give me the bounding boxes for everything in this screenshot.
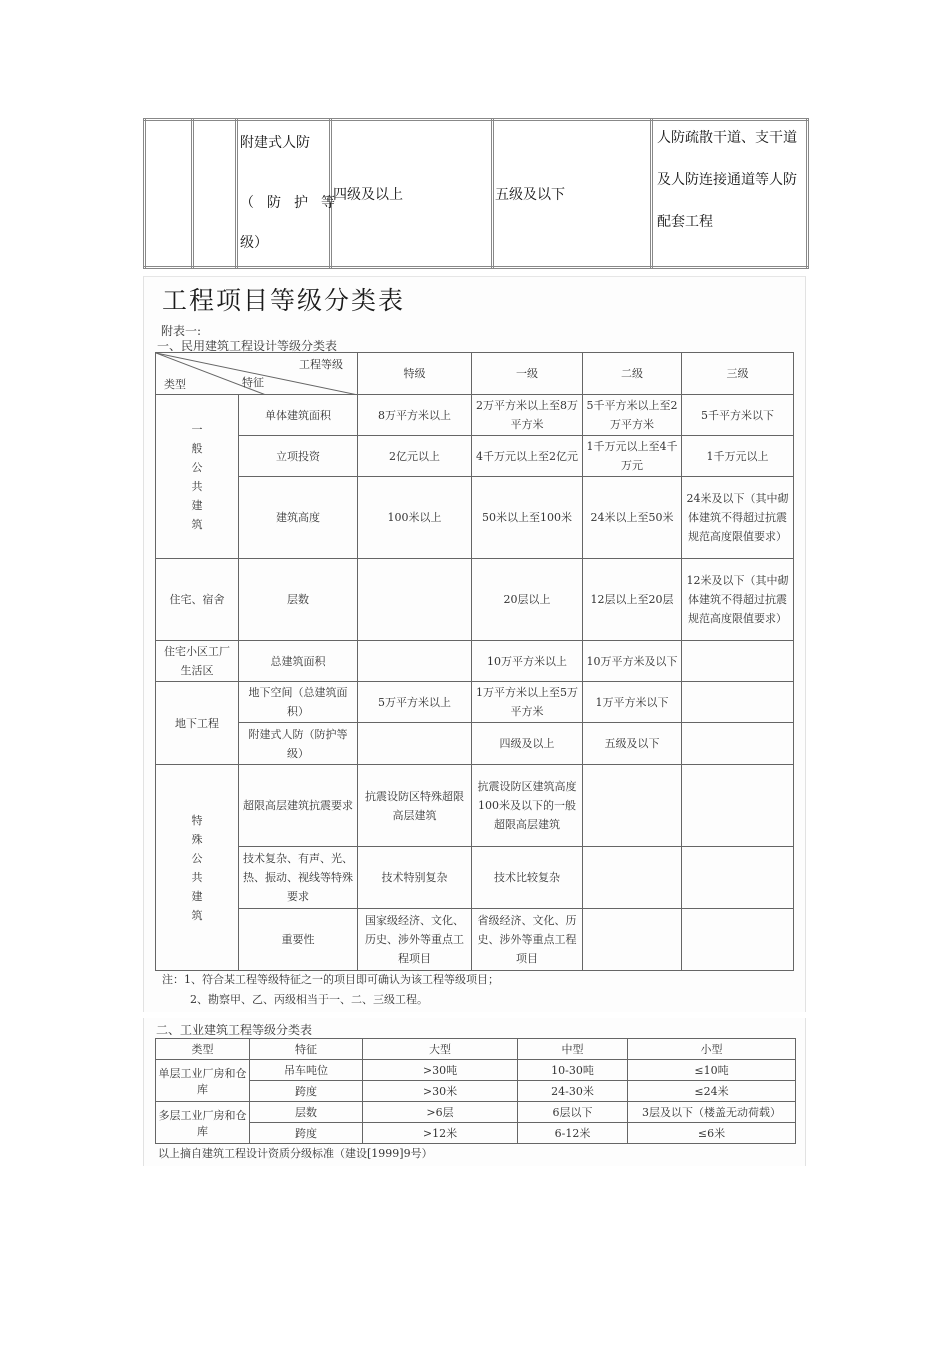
appendix-label: 附表一: — [161, 324, 202, 338]
value-cell: 8万平方米以上 — [358, 395, 472, 436]
value-cell: 抗震设防区建筑高度100米及以下的一般超限高层建筑 — [472, 765, 583, 847]
table-row — [156, 682, 794, 723]
value-cell: 省级经济、文化、历史、涉外等重点工程项目 — [472, 909, 583, 971]
type-residential: 住宅、宿舍 — [156, 559, 239, 641]
feature-cell: 吊车吨位 — [250, 1060, 363, 1081]
type-label: 一般公共建筑 — [191, 422, 203, 531]
value-cell: 抗震设防区特殊超限高层建筑 — [358, 765, 472, 847]
value-cell: ≤24米 — [628, 1081, 796, 1102]
protection-level-label-end: 级） — [240, 235, 268, 251]
value-cell: 24米以上至50米 — [583, 477, 682, 559]
value-cell: 12米及以下（其中砌体建筑不得超过抗震规范高度限值要求） — [682, 559, 794, 641]
header-feature-label: 特征 — [242, 376, 264, 389]
source-note: 以上摘自建筑工程设计资质分级标准（建设[1999]9号） — [158, 1147, 433, 1160]
civil-defense-name: 附建式人防 — [240, 135, 310, 151]
value-cell: 50米以上至100米 — [472, 477, 583, 559]
value-cell — [358, 723, 472, 765]
value-cell: 4千万元以上至2亿元 — [472, 436, 583, 477]
value-cell: 12层以上至20层 — [583, 559, 682, 641]
scanned-document-panel — [143, 276, 806, 1012]
feature-cell: 地下空间（总建筑面积） — [239, 682, 358, 723]
header-type: 类型 — [156, 1039, 250, 1060]
table-row — [156, 723, 794, 765]
header-feature: 特征 — [250, 1039, 363, 1060]
feature-cell: 层数 — [250, 1102, 363, 1123]
grade-four-cell: 四级及以上 — [331, 120, 493, 268]
value-cell: 10万平方米以上 — [472, 641, 583, 682]
table-header-row — [156, 353, 794, 395]
value-cell: 100米以上 — [358, 477, 472, 559]
feature-cell: 超限高层建筑抗震要求 — [239, 765, 358, 847]
table-row — [156, 1102, 796, 1123]
feature-cell: 总建筑面积 — [239, 641, 358, 682]
table-row — [156, 1123, 796, 1144]
value-cell: 国家级经济、文化、历史、涉外等重点工程项目 — [358, 909, 472, 971]
civil-building-grade-table — [155, 352, 794, 971]
value-cell: 四级及以上 — [472, 723, 583, 765]
type-single-storey: 单层工业厂房和仓库 — [156, 1060, 250, 1102]
type-label: 特殊公共建筑 — [191, 813, 203, 922]
value-cell: 10-30吨 — [518, 1060, 628, 1081]
section2-title: 二、工业建筑工程等级分类表 — [156, 1023, 313, 1037]
table-row — [156, 1081, 796, 1102]
grade-five-cell: 五级及以下 — [493, 120, 652, 268]
value-cell: >12米 — [363, 1123, 518, 1144]
value-cell: 5千平方米以上至2万平方米 — [583, 395, 682, 436]
purpose-cell — [652, 120, 808, 268]
industrial-grade-table — [155, 1038, 796, 1144]
value-cell: >30吨 — [363, 1060, 518, 1081]
value-cell: 20层以上 — [472, 559, 583, 641]
value-cell: 技术特别复杂 — [358, 847, 472, 909]
feature-cell: 跨度 — [250, 1123, 363, 1144]
civil-defense-name-cell — [237, 120, 348, 268]
type-community: 住宅小区工厂生活区 — [156, 641, 239, 682]
header-large: 大型 — [363, 1039, 518, 1060]
table-row — [156, 395, 794, 436]
value-cell: 2亿元以上 — [358, 436, 472, 477]
purpose-text: 人防疏散干道、支干道及人防连接通道等人防配套工程 — [657, 130, 797, 230]
header-grade-1: 一级 — [472, 353, 583, 395]
feature-cell: 单体建筑面积 — [239, 395, 358, 436]
document-title: 工程项目等级分类表 — [162, 286, 406, 315]
section1-title: 一、民用建筑工程设计等级分类表 — [157, 339, 338, 353]
value-cell — [583, 847, 682, 909]
header-type-label: 类型 — [164, 378, 186, 391]
value-cell: ≤6米 — [628, 1123, 796, 1144]
value-cell — [682, 641, 794, 682]
feature-cell: 立项投资 — [239, 436, 358, 477]
protection-level-label: （防护等 — [240, 195, 348, 211]
value-cell — [358, 641, 472, 682]
table-row — [156, 477, 794, 559]
value-cell — [682, 723, 794, 765]
value-cell: 10万平方米及以下 — [583, 641, 682, 682]
table-header-row — [156, 1039, 796, 1060]
table-row — [156, 847, 794, 909]
value-cell: 24-30米 — [518, 1081, 628, 1102]
value-cell: >30米 — [363, 1081, 518, 1102]
header-grade-label: 工程等级 — [299, 358, 343, 371]
feature-cell: 附建式人防（防护等级） — [239, 723, 358, 765]
value-cell: 6层以下 — [518, 1102, 628, 1123]
table-row — [156, 436, 794, 477]
value-cell: ≤10吨 — [628, 1060, 796, 1081]
value-cell: 五级及以下 — [583, 723, 682, 765]
feature-cell: 技术复杂、有声、光、热、振动、视线等特殊要求 — [239, 847, 358, 909]
value-cell: 6-12米 — [518, 1123, 628, 1144]
header-grade-3: 三级 — [682, 353, 794, 395]
type-multi-storey: 多层工业厂房和仓库 — [156, 1102, 250, 1144]
feature-cell: 建筑高度 — [239, 477, 358, 559]
table-row — [145, 120, 808, 268]
note-2: 2、勘察甲、乙、丙级相当于一、二、三级工程。 — [190, 993, 428, 1006]
value-cell: 2万平方米以上至8万平方米 — [472, 395, 583, 436]
empty-cell — [145, 120, 193, 268]
value-cell — [358, 559, 472, 641]
header-grade-2: 二级 — [583, 353, 682, 395]
value-cell: 技术比较复杂 — [472, 847, 583, 909]
value-cell: 5千平方米以下 — [682, 395, 794, 436]
value-cell: 3层及以下（楼盖无动荷载） — [628, 1102, 796, 1123]
value-cell: 5万平方米以上 — [358, 682, 472, 723]
table-notes — [162, 970, 499, 1010]
value-cell — [682, 909, 794, 971]
table-row — [156, 765, 794, 847]
top-fragment-table — [143, 118, 809, 269]
table-row — [156, 641, 794, 682]
empty-cell — [193, 120, 237, 268]
type-special-public — [156, 765, 239, 971]
feature-cell: 跨度 — [250, 1081, 363, 1102]
value-cell — [682, 765, 794, 847]
header-small: 小型 — [628, 1039, 796, 1060]
header-special-grade: 特级 — [358, 353, 472, 395]
value-cell: 1万平方米以下 — [583, 682, 682, 723]
type-general-public — [156, 395, 239, 559]
diagonal-header-cell — [156, 353, 358, 395]
value-cell: 1千万元以上 — [682, 436, 794, 477]
industrial-panel — [143, 1018, 806, 1166]
table-row — [156, 1060, 796, 1081]
value-cell: 1千万元以上至4千万元 — [583, 436, 682, 477]
value-cell: 1万平方米以上至5万平方米 — [472, 682, 583, 723]
value-cell — [583, 909, 682, 971]
value-cell: 24米及以下（其中砌体建筑不得超过抗震规范高度限值要求） — [682, 477, 794, 559]
table-row — [156, 559, 794, 641]
note-1: 注：1、符合某工程等级特征之一的项目即可确认为该工程等级项目； — [162, 973, 499, 986]
header-medium: 中型 — [518, 1039, 628, 1060]
value-cell — [583, 765, 682, 847]
value-cell — [682, 682, 794, 723]
table-row — [156, 909, 794, 971]
feature-cell: 重要性 — [239, 909, 358, 971]
value-cell — [682, 847, 794, 909]
type-underground: 地下工程 — [156, 682, 239, 765]
value-cell: >6层 — [363, 1102, 518, 1123]
feature-cell: 层数 — [239, 559, 358, 641]
